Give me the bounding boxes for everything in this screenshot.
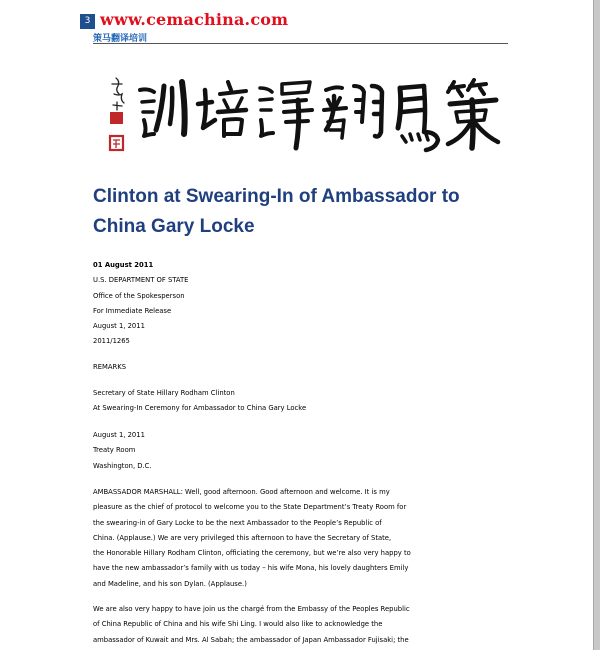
- release-date: 01 August 2011: [93, 261, 154, 269]
- artist-signature: [112, 78, 124, 110]
- seal-stamp-top: [110, 112, 123, 124]
- location-block: [93, 428, 513, 474]
- release-line: Office of the Spokesperson: [93, 291, 185, 300]
- location-line: Treaty Room: [93, 446, 136, 455]
- release-line: For Immediate Release: [93, 306, 172, 315]
- location-line: Washington, D.C.: [93, 461, 152, 470]
- calligraphy-char-ce: [448, 80, 498, 148]
- paragraph-line: ambassador of Kuwait and Mrs. Al Sabah; the ambassador of Japan Ambassador Fujisaki; the: [93, 635, 409, 644]
- paragraph-2: [93, 602, 513, 648]
- calligraphy-char-xun: [140, 82, 185, 136]
- release-header: [93, 258, 513, 350]
- paragraph-line: We are also very happy to have join us the chargé from the Embassy of the Peoples Republic: [93, 605, 410, 613]
- paragraph-line: of China Republic of China and his wife Shi Ling. I would also like to acknowledge the: [93, 620, 383, 629]
- calligraphy-char-ma: [398, 86, 438, 150]
- viewer-scrollbar-edge[interactable]: [593, 0, 600, 650]
- speaker-block: [93, 386, 513, 417]
- release-line: U.S. DEPARTMENT OF STATE: [93, 276, 189, 285]
- paragraph-1: [93, 485, 513, 592]
- calligraphy-banner: [88, 60, 508, 170]
- release-line: August 1, 2011: [93, 322, 145, 331]
- paragraph-line: the Honorable Hillary Rodham Clinton, officiating the ceremony, but we’re also very happy to: [93, 549, 411, 558]
- calligraphy-text: 策馬翻譯培訓: [88, 60, 94, 61]
- page-title: [93, 182, 513, 242]
- paragraph-line: and Madeline, and his son Dylan. (Applause.): [93, 579, 247, 588]
- title-line-1: Clinton at Swearing-In of Ambassador to: [93, 186, 460, 207]
- page-number-badge: 3: [80, 14, 95, 29]
- speaker-line: Secretary of State Hillary Rodham Clinton: [93, 389, 235, 397]
- calligraphy-char-yi: [260, 82, 312, 148]
- calligraphy-char-fan: [324, 86, 382, 138]
- location-line: August 1, 2011: [93, 431, 145, 439]
- paragraph-line: pleasure as the chief of protocol to welcome you to the State Department’s Treaty Room for: [93, 503, 407, 512]
- title-line-2: China Gary Locke: [93, 216, 255, 237]
- paragraph-line: AMBASSADOR MARSHALL: Well, good afternoon. Good afternoon and welcome. It is my: [93, 488, 390, 496]
- site-url-link[interactable]: www.cemachina.com: [100, 10, 289, 29]
- paragraph-line: China. (Applause.) We are very privileged this afternoon to have the Secretary of State,: [93, 533, 392, 542]
- paragraph-line: the swearing-in of Gary Locke to be the next Ambassador to the People’s Republic of: [93, 518, 382, 527]
- site-subtitle: 策马翻译培训: [93, 34, 148, 44]
- speaker-line: At Swearing-In Ceremony for Ambassador to China Gary Locke: [93, 404, 307, 413]
- paragraph-line: have the new ambassador’s family with us today – his wife Mona, his lovely daughters Emily: [93, 564, 409, 573]
- header-divider: [93, 43, 508, 44]
- calligraphy-char-pei: [198, 82, 246, 136]
- remarks-label: REMARKS: [93, 363, 127, 371]
- remarks-section: [93, 360, 513, 375]
- release-line: 2011/1265: [93, 337, 130, 346]
